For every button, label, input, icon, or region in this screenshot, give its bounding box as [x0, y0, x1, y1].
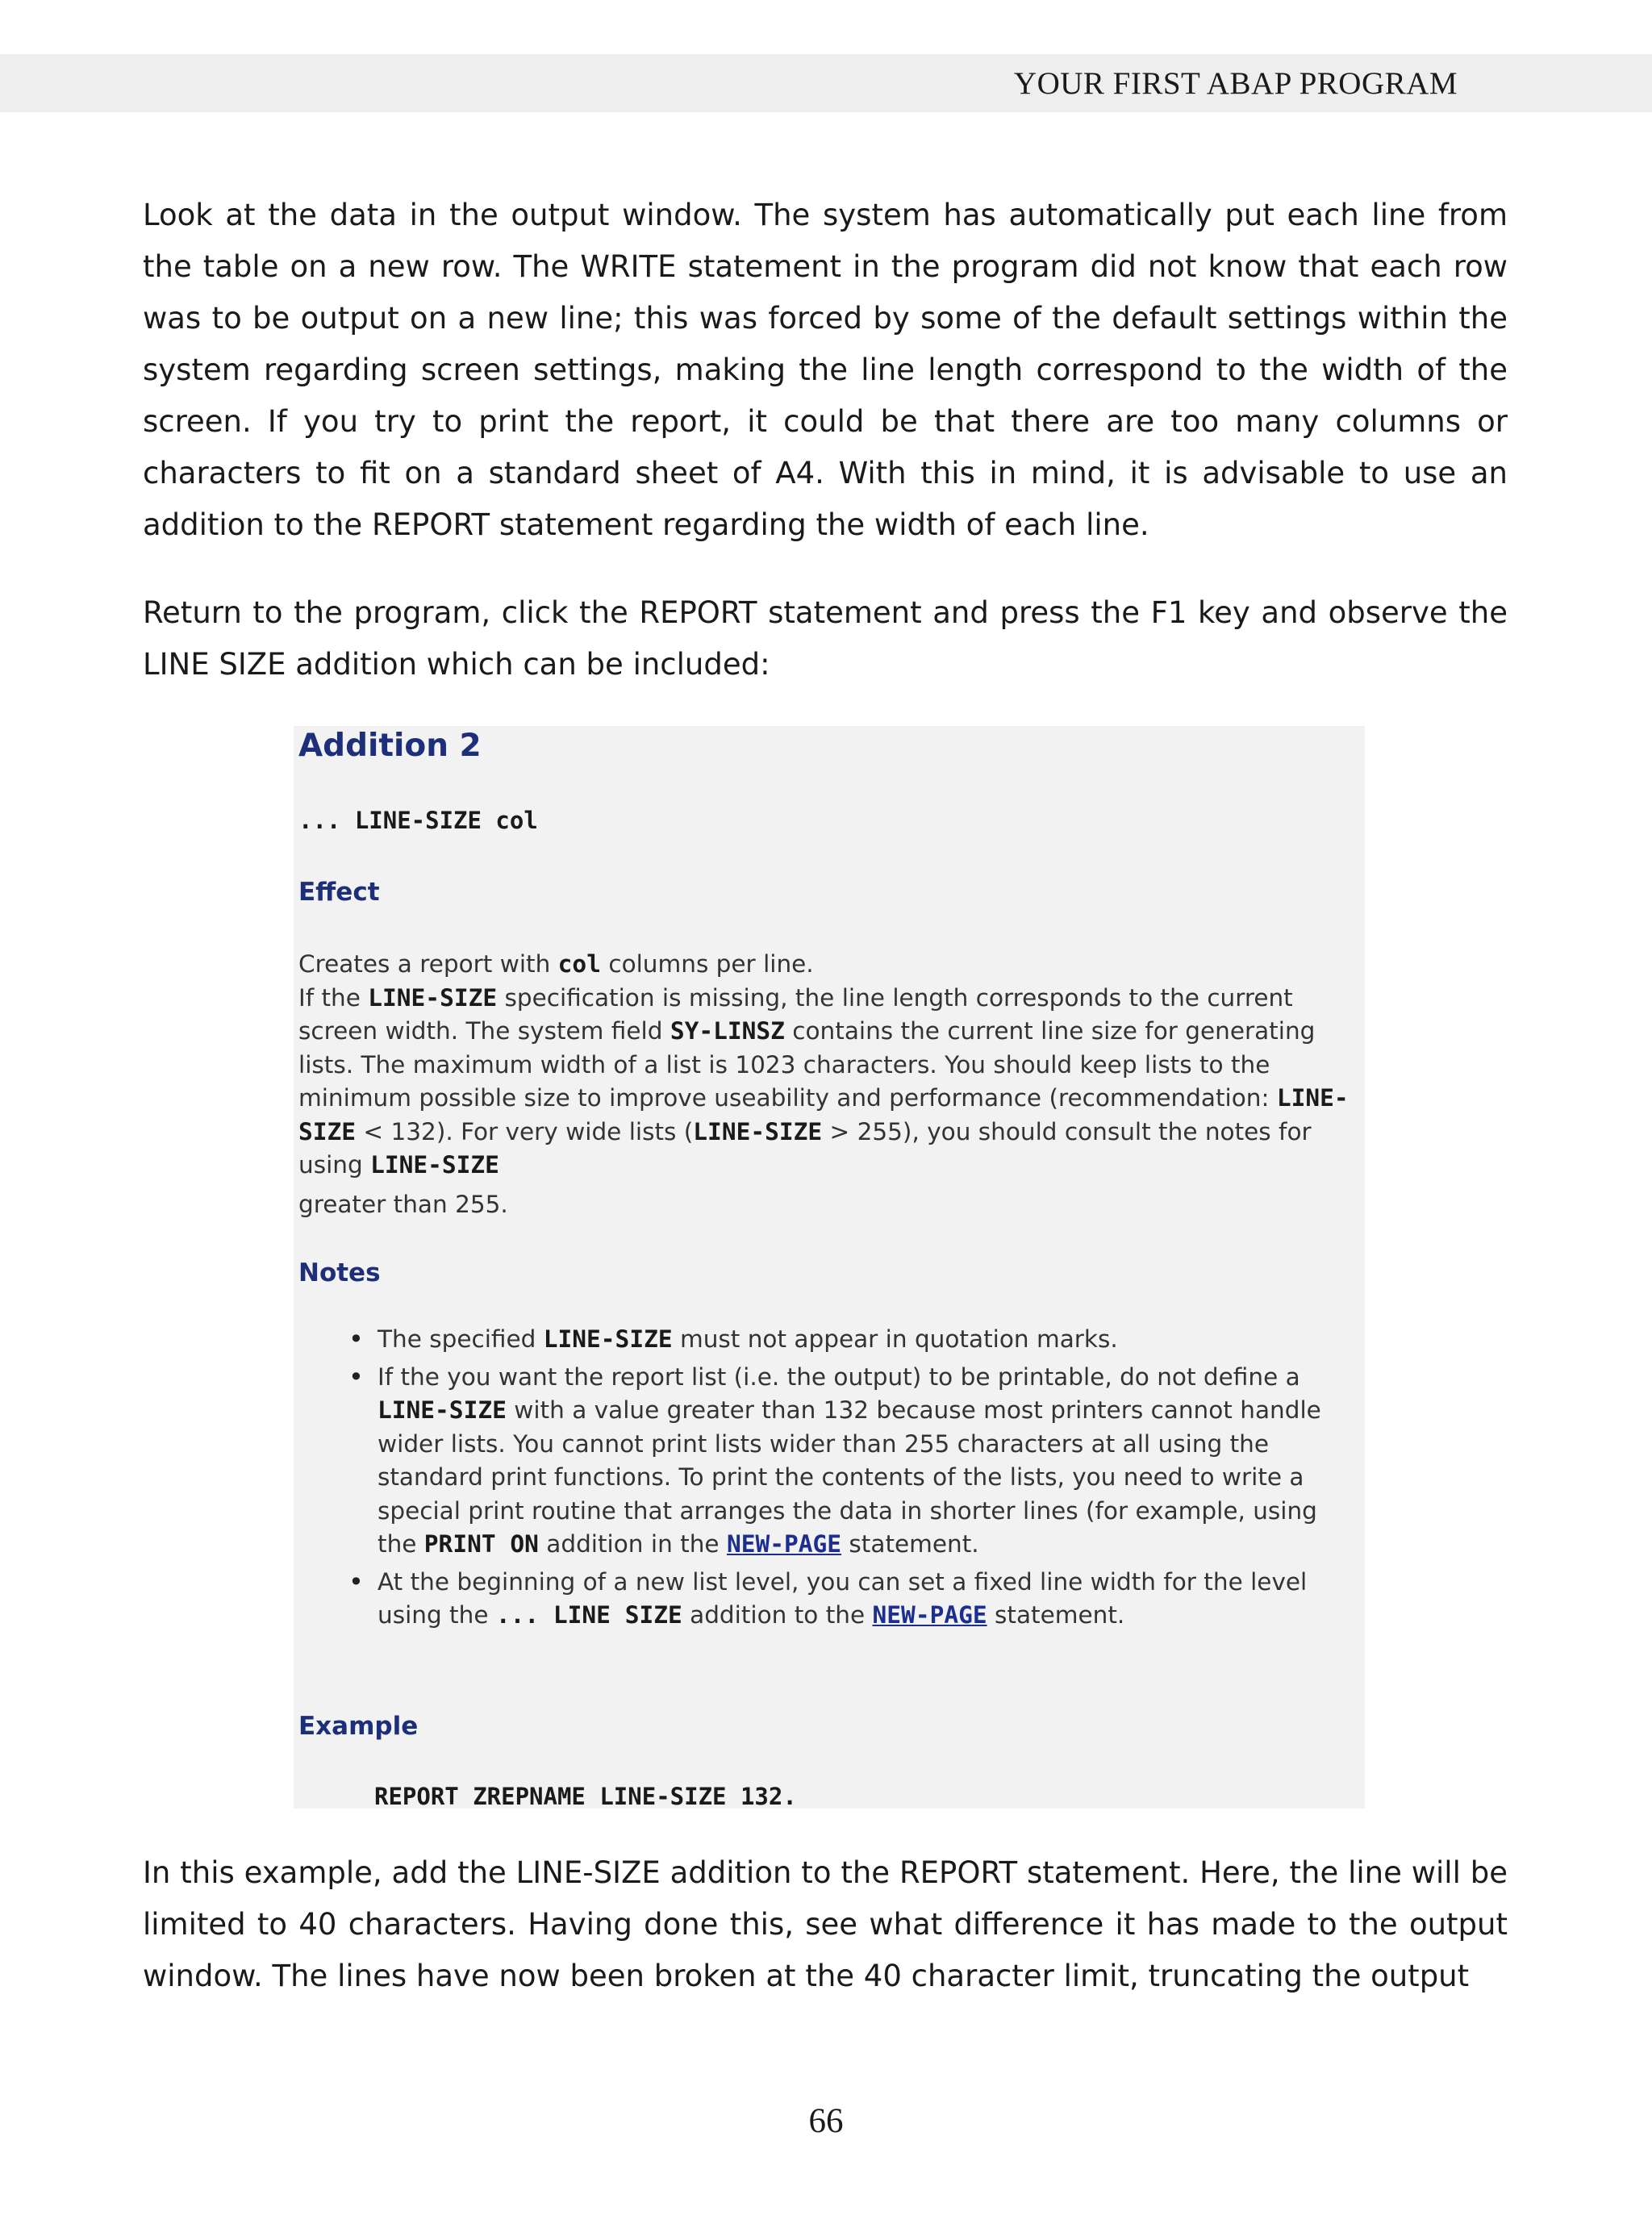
paragraph-return-to-program: Return to the program, click the REPORT statement and press the F1 key and observe the LINE SIZE addition which can be included: — [143, 595, 1508, 682]
paragraph-line-size-example: In this example, add the LINE-SIZE addition to the REPORT statement. Here, the line will be limited to 40 characters. Having done this, see what difference it has made to the output window. The lines have now been broken at the 40 character limit, truncating the output — [143, 1855, 1508, 1993]
note-keyword: PRINT ON — [423, 1530, 539, 1558]
note-text-part: addition in the — [538, 1530, 727, 1558]
running-header-title: YOUR FIRST ABAP PROGRAM — [1013, 66, 1458, 101]
effect-keyword: LINE-SIZE — [370, 1151, 499, 1179]
effect-text — [298, 948, 1363, 1183]
effect-keyword: SY-LINSZ — [670, 1017, 785, 1045]
addition-title: Addition 2 — [298, 728, 482, 764]
notes-list — [294, 1323, 1434, 1637]
effect-text-part: If the — [298, 983, 369, 1012]
running-header — [0, 54, 1652, 112]
effect-keyword: LINE-SIZE — [693, 1117, 823, 1145]
f1-help-screenshot — [294, 726, 1365, 1809]
note-text-part: with a value greater than 132 because most printers cannot handle wider lists. You cannot print lists wider than 255 characters at all using the standard print functions. To print the contents of the lists, you need to write a special print routine that arranges the data in shorter lines (for example, using the — [378, 1396, 1321, 1558]
new-page-link[interactable]: NEW-PAGE — [872, 1601, 987, 1629]
syntax-line: ... LINE-SIZE col — [298, 807, 538, 834]
example-code: REPORT ZREPNAME LINE-SIZE 132. — [374, 1783, 797, 1810]
effect-text-part: specification is missing, the line length corresponds to the current screen width. The system field — [298, 983, 1293, 1045]
new-page-link[interactable]: NEW-PAGE — [726, 1530, 842, 1558]
note-text-part: must not appear in quotation marks. — [672, 1325, 1118, 1353]
note-item — [378, 1323, 1350, 1357]
effect-text-part: Creates a report with — [298, 950, 558, 978]
effect-keyword: col — [557, 950, 601, 978]
effect-text-tail: greater than 255. — [298, 1191, 508, 1218]
note-text-part: The specified — [378, 1325, 544, 1353]
note-item — [378, 1361, 1350, 1562]
note-keyword: ... LINE SIZE — [495, 1601, 682, 1629]
effect-text-part: > 255), you should consult the notes for using — [298, 1117, 1312, 1179]
effect-text-part: columns per line. — [600, 950, 814, 978]
effect-text-part: < 132). For very wide lists ( — [356, 1117, 694, 1145]
note-keyword: LINE-SIZE — [378, 1396, 507, 1424]
effect-text-part: contains the current line size for generating lists. The maximum width of a list is 1023 characters. You should keep lists to the minimum possible size to improve useability and performance (recommendation: — [298, 1017, 1316, 1112]
notes-heading: Notes — [298, 1258, 381, 1287]
note-keyword: LINE-SIZE — [543, 1325, 673, 1353]
page-number: 66 — [808, 2102, 844, 2140]
effect-heading: Effect — [298, 878, 380, 907]
example-heading: Example — [298, 1712, 419, 1741]
note-text-part: statement. — [841, 1530, 979, 1558]
note-text-part: addition to the — [682, 1601, 873, 1629]
effect-keyword: LINE-SIZE — [368, 983, 498, 1012]
note-text-part: statement. — [987, 1601, 1125, 1629]
note-text-part: If the you want the report list (i.e. the output) to be printable, do not define a — [378, 1362, 1300, 1391]
note-item — [378, 1566, 1350, 1633]
effect-keyword: LINE-SIZE — [298, 1084, 1349, 1145]
note-text-part: At the beginning of a new list level, you can set a fixed line width for the level using the — [378, 1567, 1308, 1629]
paragraph-output-window: Look at the data in the output window. The system has automatically put each line from the table on a new row. The WRITE statement in the program did not know that each row was to be output on a new line; this was forced by some of the default settings within the system regarding screen settings, making the line length correspond to the width of the screen. If you try to print the report, it could be that there are too many columns or characters to fit on a standard sheet of A4. With this in mind, it is advisable to use an addition to the REPORT statement regarding the width of each line. — [143, 198, 1508, 542]
